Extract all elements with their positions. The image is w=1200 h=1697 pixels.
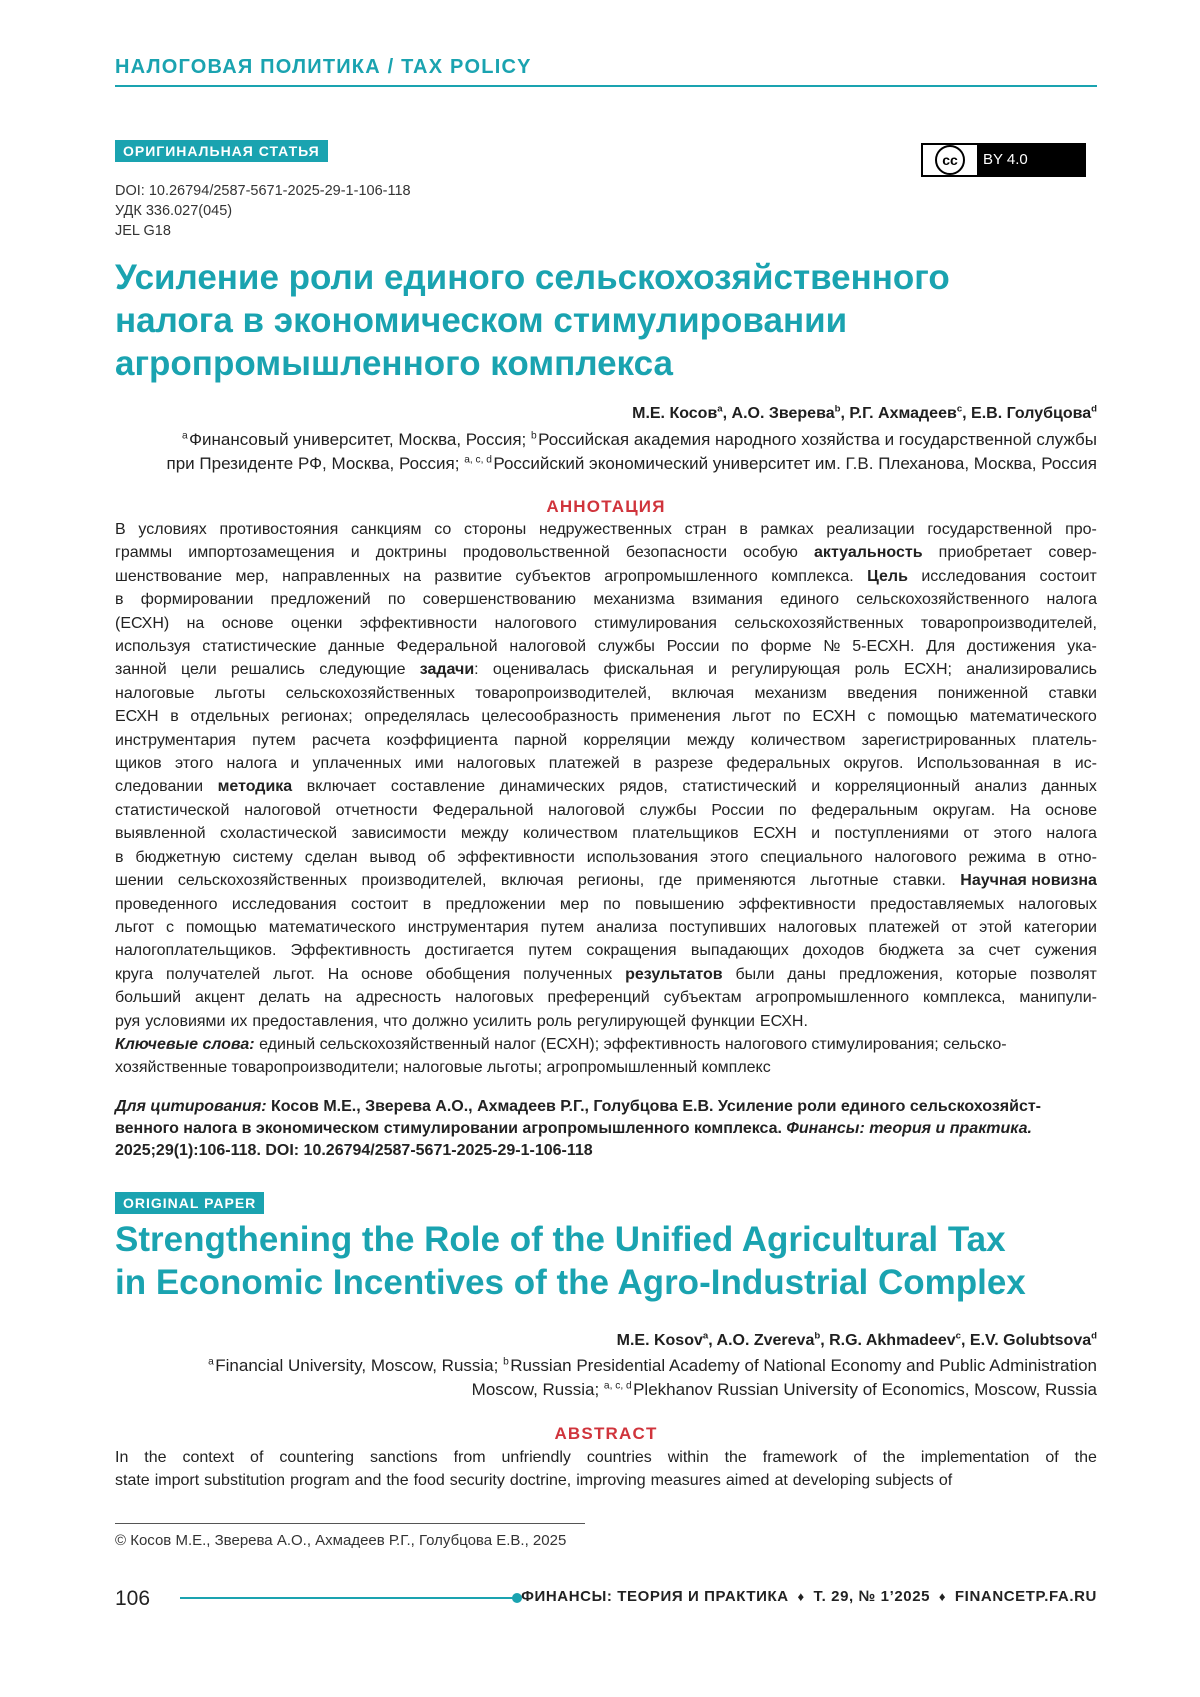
header-rule bbox=[115, 85, 1097, 87]
author-name: A.O. Zvereva bbox=[717, 1332, 815, 1349]
emphasis: Цель bbox=[867, 565, 908, 588]
text-line: щиков этого налога и уплаченных ими налоговых платежей в разрезе федеральных округов. Использованная в ис- bbox=[115, 752, 1097, 775]
author-sup: a bbox=[717, 404, 722, 415]
affil-text: Moscow, Russia; bbox=[472, 1380, 604, 1399]
citation-line bbox=[115, 1096, 1097, 1118]
affil-text: Plekhanov Russian University of Economics, Moscow, Russia bbox=[633, 1380, 1097, 1399]
text-line: занной цели решались следующие задачи: оценивалась фискальная и регулирующая роль ЕСХН; анализировались bbox=[115, 658, 1097, 681]
author-name: R.G. Akhmadeev bbox=[829, 1332, 956, 1349]
author-sup: b bbox=[835, 404, 841, 415]
text-line: In the context of countering sanctions from unfriendly countries within the framework of the implementation of the bbox=[115, 1446, 1097, 1469]
affiliations-en bbox=[208, 1354, 1097, 1402]
citation-label: Для цитирования: bbox=[115, 1098, 267, 1115]
text-line: руя условиями их предоставления, что должно усилить роль регулирующей функции ЕСХН. bbox=[115, 1010, 1097, 1033]
diamond-icon: ♦ bbox=[798, 1589, 805, 1604]
text-line: в формировании предложений по совершенствованию механизма взимания единого сельскохозяйственного налога bbox=[115, 588, 1097, 611]
text-line: state import substitution program and the food security doctrine, improving measures aimed at developing subjects of bbox=[115, 1469, 1097, 1492]
author-sup: d bbox=[1091, 1331, 1097, 1342]
affil-sup: a, c, d bbox=[464, 454, 492, 465]
emphasis: результатов bbox=[625, 963, 722, 986]
author-sup: b bbox=[814, 1331, 820, 1342]
affil-text: при Президенте РФ, Москва, Россия; bbox=[167, 454, 465, 473]
keywords-text: единый сельскохозяйственный налог (ЕСХН); эффективность налогового стимулирования; сельско- bbox=[259, 1036, 1007, 1053]
text-line: в бюджетную систему сделан вывод об эффективности использования этого специального налогового режима в отно- bbox=[115, 846, 1097, 869]
text-line: (ЕСХН) на основе оценки эффективности налогового стимулирования сельскохозяйственных товаропроизводителей, bbox=[115, 612, 1097, 635]
author-name: М.Е. Косов bbox=[632, 405, 717, 422]
text-line: проведенного исследования состоит в предложении мер по повышению эффективности предоставляемых налоговых bbox=[115, 893, 1097, 916]
author-sup: c bbox=[956, 1331, 961, 1342]
annotation-body bbox=[115, 518, 1097, 1033]
affil-sup: a bbox=[182, 430, 188, 441]
author-name: А.О. Зверева bbox=[732, 405, 835, 422]
affil-sup: b bbox=[503, 1356, 509, 1367]
author-sup: a bbox=[703, 1331, 708, 1342]
text-line: налогоплательщиков. Эффективность достигается путем сокращения выпадающих доходов бюджета за счет сужения bbox=[115, 939, 1097, 962]
citation-journal: Финансы: теория и практика. bbox=[786, 1120, 1032, 1137]
title-en-line: Strengthening the Role of the Unified Agricultural Tax bbox=[115, 1218, 1097, 1261]
text-line: шении сельскохозяйственных производителей, включая регионы, где применяются льготные ставки. Научная новизна bbox=[115, 869, 1097, 892]
keywords-line bbox=[115, 1056, 1097, 1079]
annotation-heading: АННОТАЦИЯ bbox=[115, 497, 1097, 517]
article-type-badge-en: ORIGINAL PAPER bbox=[115, 1192, 264, 1214]
text-line: налоговые льготы сельскохозяйственных товаропроизводителей, включая механизм введения пониженной ставки bbox=[115, 682, 1097, 705]
udk: УДК 336.027(045) bbox=[115, 201, 411, 221]
text-line: льгот с помощью математического инструментария путем анализа поступивших налоговых платежей от этой категории bbox=[115, 916, 1097, 939]
article-type-badge-ru: ОРИГИНАЛЬНАЯ СТАТЬЯ bbox=[115, 140, 328, 162]
keywords-text: хозяйственные товаропроизводители; налоговые льготы; агропромышленный комплекс bbox=[115, 1056, 771, 1079]
title-ru-line: Усиление роли единого сельскохозяйственного bbox=[115, 256, 1075, 299]
affil-sup: a bbox=[208, 1356, 214, 1367]
text-line: граммы импортозамещения и доктрины продовольственной безопасности особую актуальность приобретает совер- bbox=[115, 541, 1097, 564]
text-line: инструментария путем расчета коэффициента парной корреляции между количеством зарегистрированных платель- bbox=[115, 729, 1097, 752]
author-name: M.E. Kosov bbox=[617, 1332, 703, 1349]
text-line: выявленной схоластической зависимости между количеством плательщиков ЕСХН и поступлениями от этого налога bbox=[115, 822, 1097, 845]
authors-ru: М.Е. Косовa, А.О. Звереваb, Р.Г. Ахмадеевc, Е.В. Голубцоваd bbox=[632, 405, 1097, 423]
citation-block bbox=[115, 1096, 1097, 1162]
title-en-line: in Economic Incentives of the Agro-Industrial Complex bbox=[115, 1261, 1097, 1304]
affil-sup: b bbox=[531, 430, 537, 441]
citation-text: Косов М.Е., Зверева А.О., Ахмадеев Р.Г., Голубцова Е.В. Усиление роли единого сельскохозяйст- bbox=[271, 1098, 1041, 1115]
citation-line bbox=[115, 1140, 1097, 1162]
affil-text: Russian Presidential Academy of National Economy and Public Administration bbox=[510, 1356, 1097, 1375]
affil-text: Российский экономический университет им. Г.В. Плеханова, Москва, Россия bbox=[493, 454, 1097, 473]
author-name: Е.В. Голубцова bbox=[971, 405, 1091, 422]
abstract-en bbox=[115, 1446, 1097, 1493]
citation-line bbox=[115, 1118, 1097, 1140]
text-line: следовании методика включает составление динамических рядов, статистический и корреляционный анализ данных bbox=[115, 775, 1097, 798]
text-line: ЕСХН в отдельных регионах; определялась целесообразность применения льгот по ЕСХН с помощью математического bbox=[115, 705, 1097, 728]
abstract-body bbox=[115, 1446, 1097, 1493]
license-text: BY 4.0 bbox=[977, 145, 1028, 175]
section-label: НАЛОГОВАЯ ПОЛИТИКА / TAX POLICY bbox=[115, 56, 532, 79]
text-line: круга получателей льгот. На основе обобщения полученных результатов были даны предложения, которые позволят bbox=[115, 963, 1097, 986]
affil-text: Российская академия народного хозяйства и государственной службы bbox=[538, 430, 1097, 449]
title-ru-line: агропромышленного комплекса bbox=[115, 342, 1075, 385]
keywords-line bbox=[115, 1033, 1097, 1056]
citation-text: венного налога в экономическом стимулировании агропромышленного комплекса. bbox=[115, 1120, 782, 1137]
affil-sup: a, c, d bbox=[604, 1380, 632, 1391]
jel: JEL G18 bbox=[115, 221, 411, 241]
emphasis: Научная новизна bbox=[960, 869, 1097, 892]
article-title-ru bbox=[115, 256, 1075, 385]
emphasis: актуальность bbox=[814, 541, 923, 564]
keywords-label: Ключевые слова: bbox=[115, 1036, 255, 1053]
footer-line bbox=[180, 1597, 515, 1599]
text-line: больший акцент делать на адресность налоговых преференций субъектам агропромышленного комплекса, манипули- bbox=[115, 986, 1097, 1009]
text-line: В условиях противостояния санкциям со стороны недружественных стран в рамках реализации государственной про- bbox=[115, 518, 1097, 541]
author-name: Р.Г. Ахмадеев bbox=[849, 405, 956, 422]
page-number: 106 bbox=[115, 1587, 150, 1611]
citation-text: 2025;29(1):106-118. DOI: 10.26794/2587-5671-2025-29-1-106-118 bbox=[115, 1140, 593, 1162]
affiliations-ru bbox=[167, 428, 1097, 476]
abstract-heading: ABSTRACT bbox=[115, 1424, 1097, 1444]
journal-site[interactable]: FINANCETP.FA.RU bbox=[955, 1588, 1097, 1605]
author-sup: d bbox=[1091, 404, 1097, 415]
copyright-note: © Косов М.Е., Зверева А.О., Ахмадеев Р.Г., Голубцова Е.В., 2025 bbox=[115, 1532, 566, 1549]
cc-license-badge[interactable] bbox=[921, 143, 1086, 177]
journal-volume: Т. 29, № 1’2025 bbox=[814, 1588, 931, 1605]
article-title-en bbox=[115, 1218, 1097, 1304]
affil-text: Financial University, Moscow, Russia; bbox=[215, 1356, 503, 1375]
text-line: используя статистические данные Федеральной налоговой службы России по форме № 5-ЕСХН. Для достижения ука- bbox=[115, 635, 1097, 658]
emphasis: методика bbox=[218, 775, 293, 798]
affil-text: Финансовый университет, Москва, Россия; bbox=[189, 430, 531, 449]
author-sup: c bbox=[957, 404, 962, 415]
journal-footer bbox=[521, 1588, 1097, 1605]
diamond-icon: ♦ bbox=[939, 1589, 946, 1604]
cc-logo-box bbox=[923, 145, 977, 175]
journal-name: ФИНАНСЫ: ТЕОРИЯ И ПРАКТИКА bbox=[521, 1588, 789, 1605]
title-ru-line: налога в экономическом стимулировании bbox=[115, 299, 1075, 342]
emphasis: задачи bbox=[420, 661, 474, 678]
text-line: шенствование мер, направленных на развитие субъектов агропромышленного комплекса. Цель исследования состоит bbox=[115, 565, 1097, 588]
doi[interactable]: DOI: 10.26794/2587-5671-2025-29-1-106-118 bbox=[115, 181, 411, 201]
creative-commons-icon: cc bbox=[935, 145, 965, 175]
footnote-rule bbox=[115, 1523, 585, 1524]
authors-en: M.E. Kosova, A.O. Zverevab, R.G. Akhmadeevc, E.V. Golubtsovad bbox=[617, 1332, 1097, 1350]
author-name: E.V. Golubtsova bbox=[970, 1332, 1091, 1349]
annotation-ru bbox=[115, 518, 1097, 1080]
article-meta bbox=[115, 181, 411, 241]
text-line: статистической налоговой отчетности Федеральной налоговой службы России по федеральным округам. На основе bbox=[115, 799, 1097, 822]
